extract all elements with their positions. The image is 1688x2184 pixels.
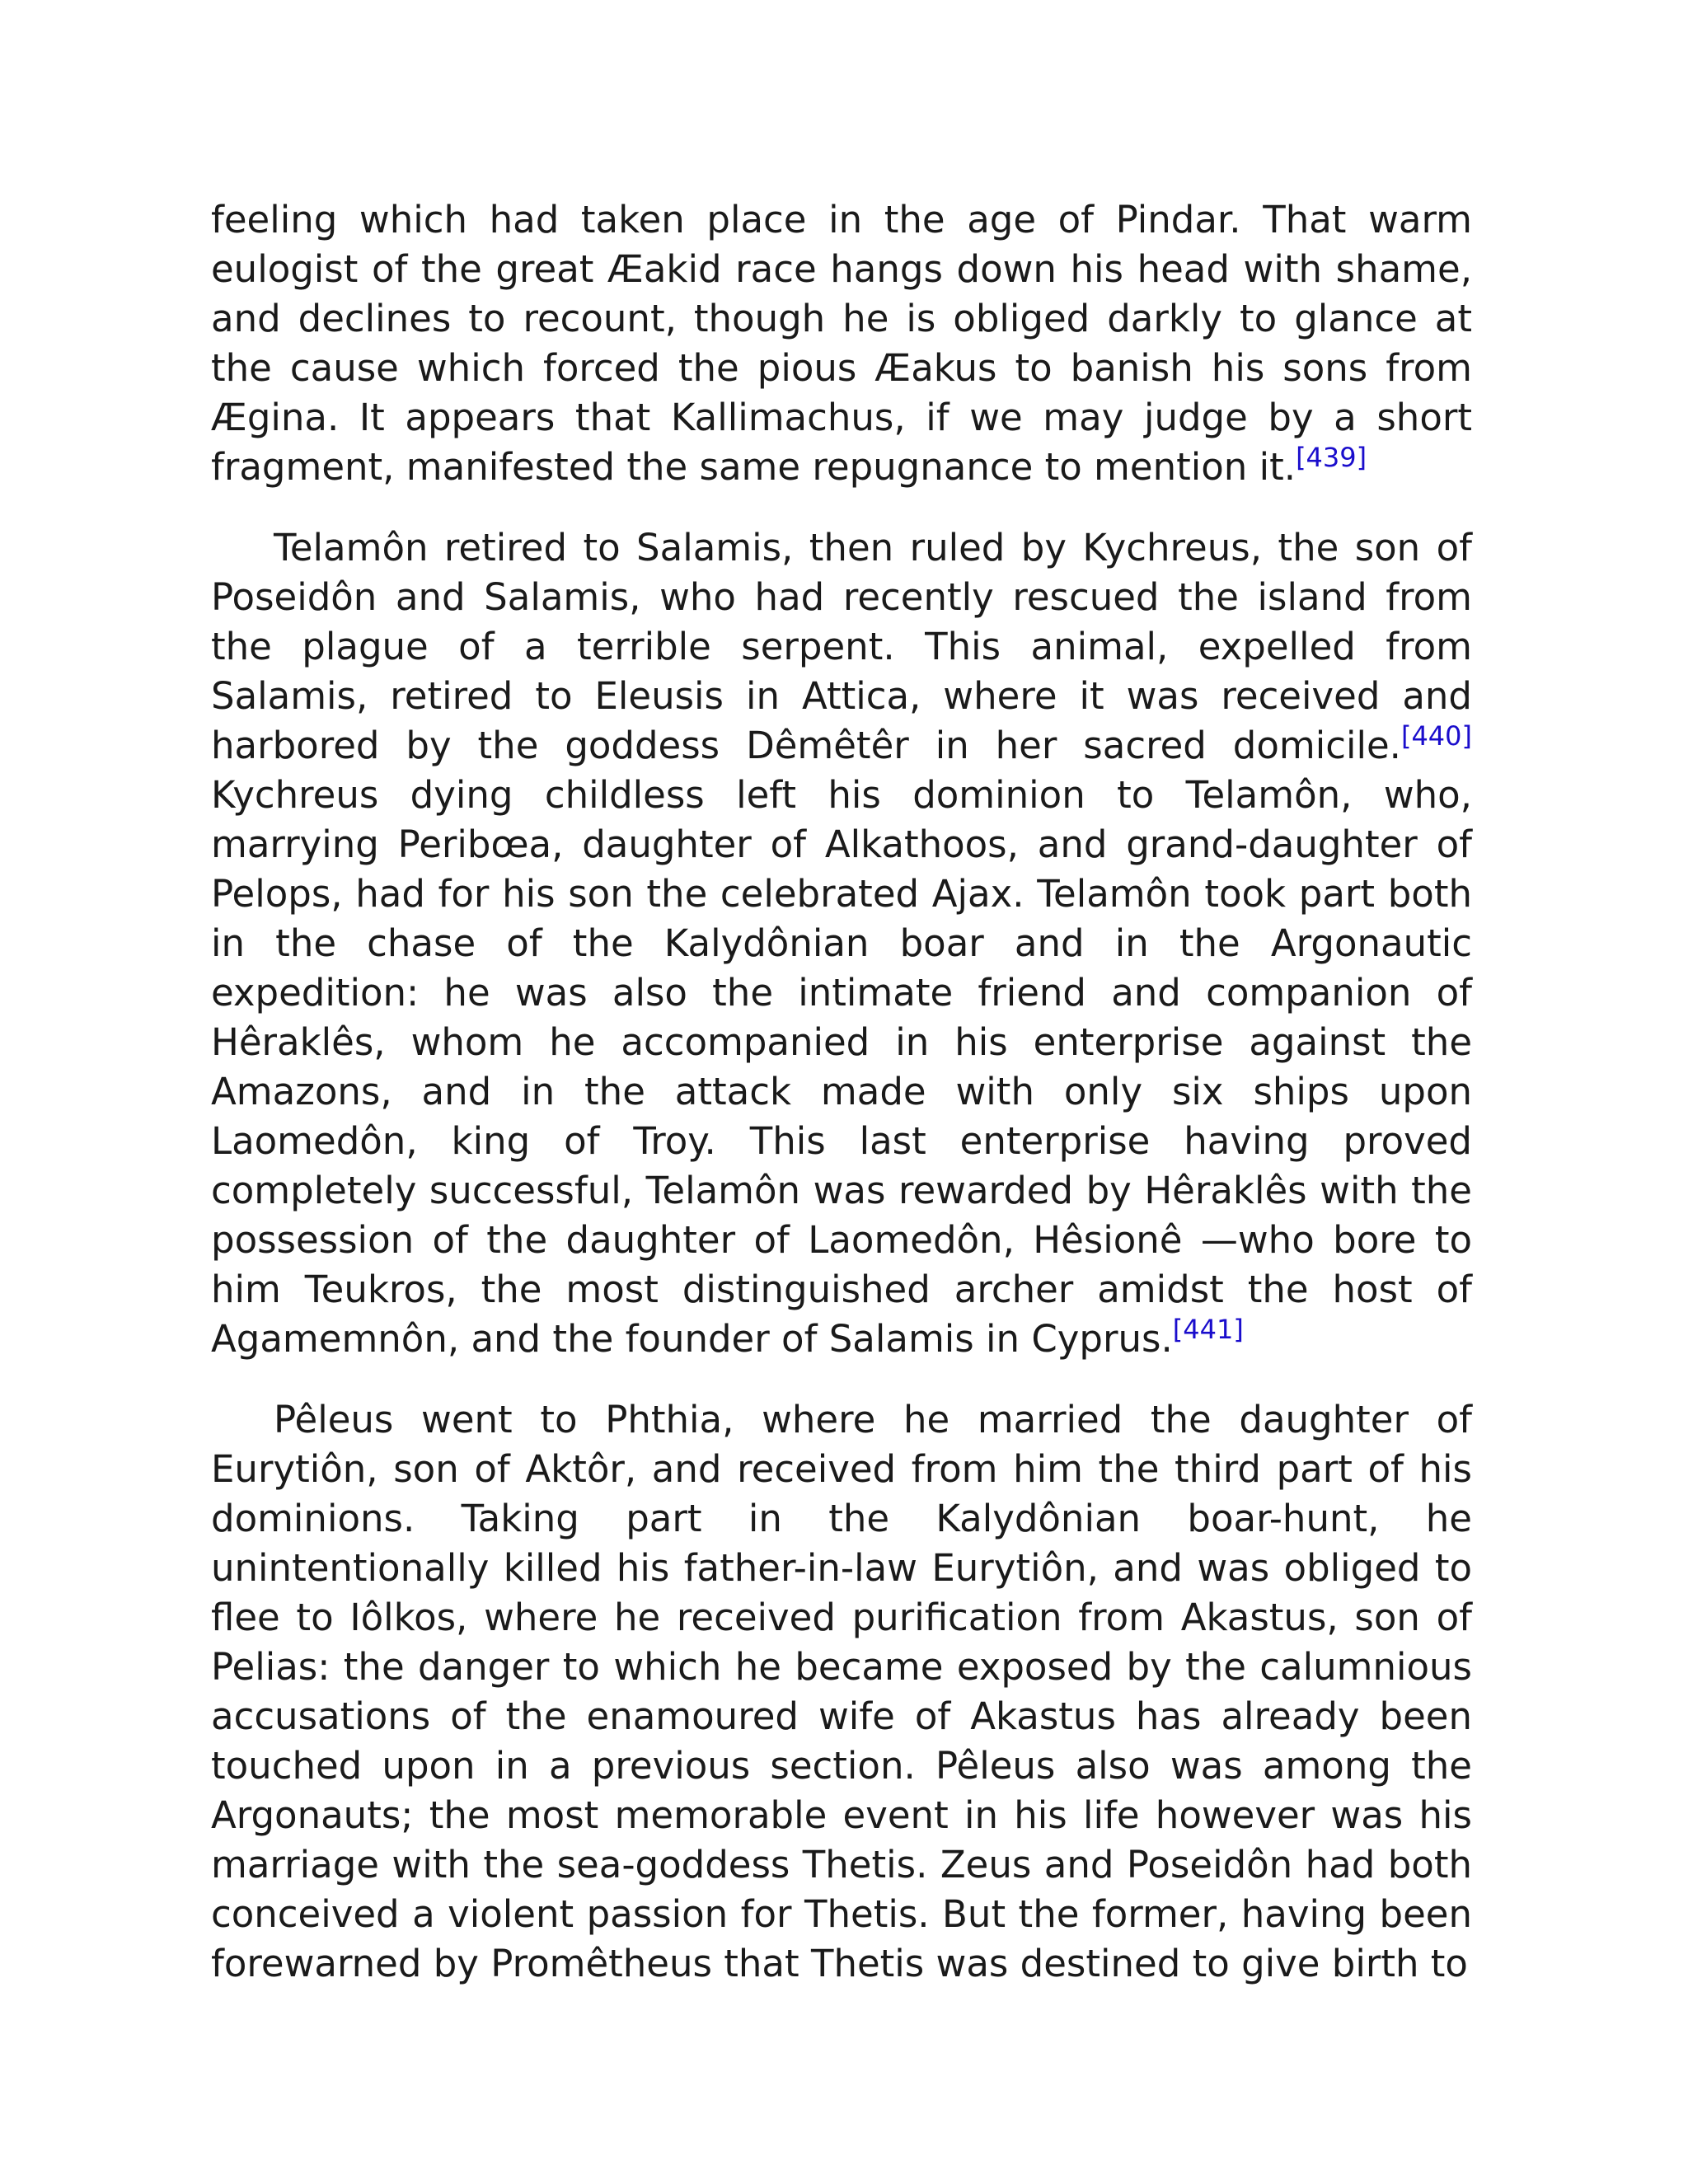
paragraph-peleus bbox=[211, 1395, 1472, 1989]
page-body bbox=[211, 195, 1472, 2020]
paragraph-text-continued: Kychreus dying childless left his dominion to Telamôn, who, marrying Peribœa, daughter of Alkathoos, and grand-daughter of Pelops, had for his son the celebrated Ajax. Telamôn took part both in the chase of the Kalydônian boar and in the Argonautic expedition: he was also the intimate friend and companion of Hêraklês, whom he accompanied in his enterprise against the Amazons, and in the attack made with only six ships upon Laomedôn, king of Troy. This last enterprise having proved completely successful, Telamôn was rewarded by Hêraklês with the possession of the daughter of Laomedôn, Hêsionê —who bore to him Teukros, the most distinguished archer amidst the host of Agamemnôn, and the founder of Salamis in Cyprus. bbox=[211, 773, 1472, 1361]
paragraph-telamon bbox=[211, 523, 1472, 1364]
paragraph-text: Telamôn retired to Salamis, then ruled by Kychreus, the son of Poseidôn and Salamis, who had recently rescued the island from the plague of a terrible serpent. This animal, expelled from Salamis, retired to Eleusis in Attica, where it was received and harbored by the goddess Dêmêtêr in her sacred domicile. bbox=[211, 526, 1472, 767]
footnote-link-441[interactable]: [441] bbox=[1172, 1314, 1244, 1345]
paragraph-pindar bbox=[211, 195, 1472, 492]
paragraph-text: feeling which had taken place in the age of Pindar. That warm eulogist of the great Æakid race hangs down his head with shame, and declines to recount, though he is obliged darkly to glance at the cause which forced the pious Æakus to banish his sons from Ægina. It appears that Kallimachus, if we may judge by a short fragment, manifested the same repugnance to mention it. bbox=[211, 198, 1472, 489]
footnote-link-440[interactable]: [440] bbox=[1400, 720, 1472, 752]
footnote-link-439[interactable]: [439] bbox=[1296, 442, 1367, 473]
paragraph-text: Pêleus went to Phthia, where he married the daughter of Eurytiôn, son of Aktôr, and received from him the third part of his dominions. Taking part in the Kalydônian boar-hunt, he unintentionally killed his father-in-law Eurytiôn, and was obliged to flee to Iôlkos, where he received purification from Akastus, son of Pelias: the danger to which he became exposed by the calumnious accusations of the enamoured wife of Akastus has already been touched upon in a previous section. Pêleus also was among the Argonauts; the most memorable event in his life however was his marriage with the sea-goddess Thetis. Zeus and Poseidôn had both conceived a violent passion for Thetis. But the former, having been forewarned by Promêtheus that Thetis was destined to give birth to bbox=[211, 1398, 1472, 1985]
